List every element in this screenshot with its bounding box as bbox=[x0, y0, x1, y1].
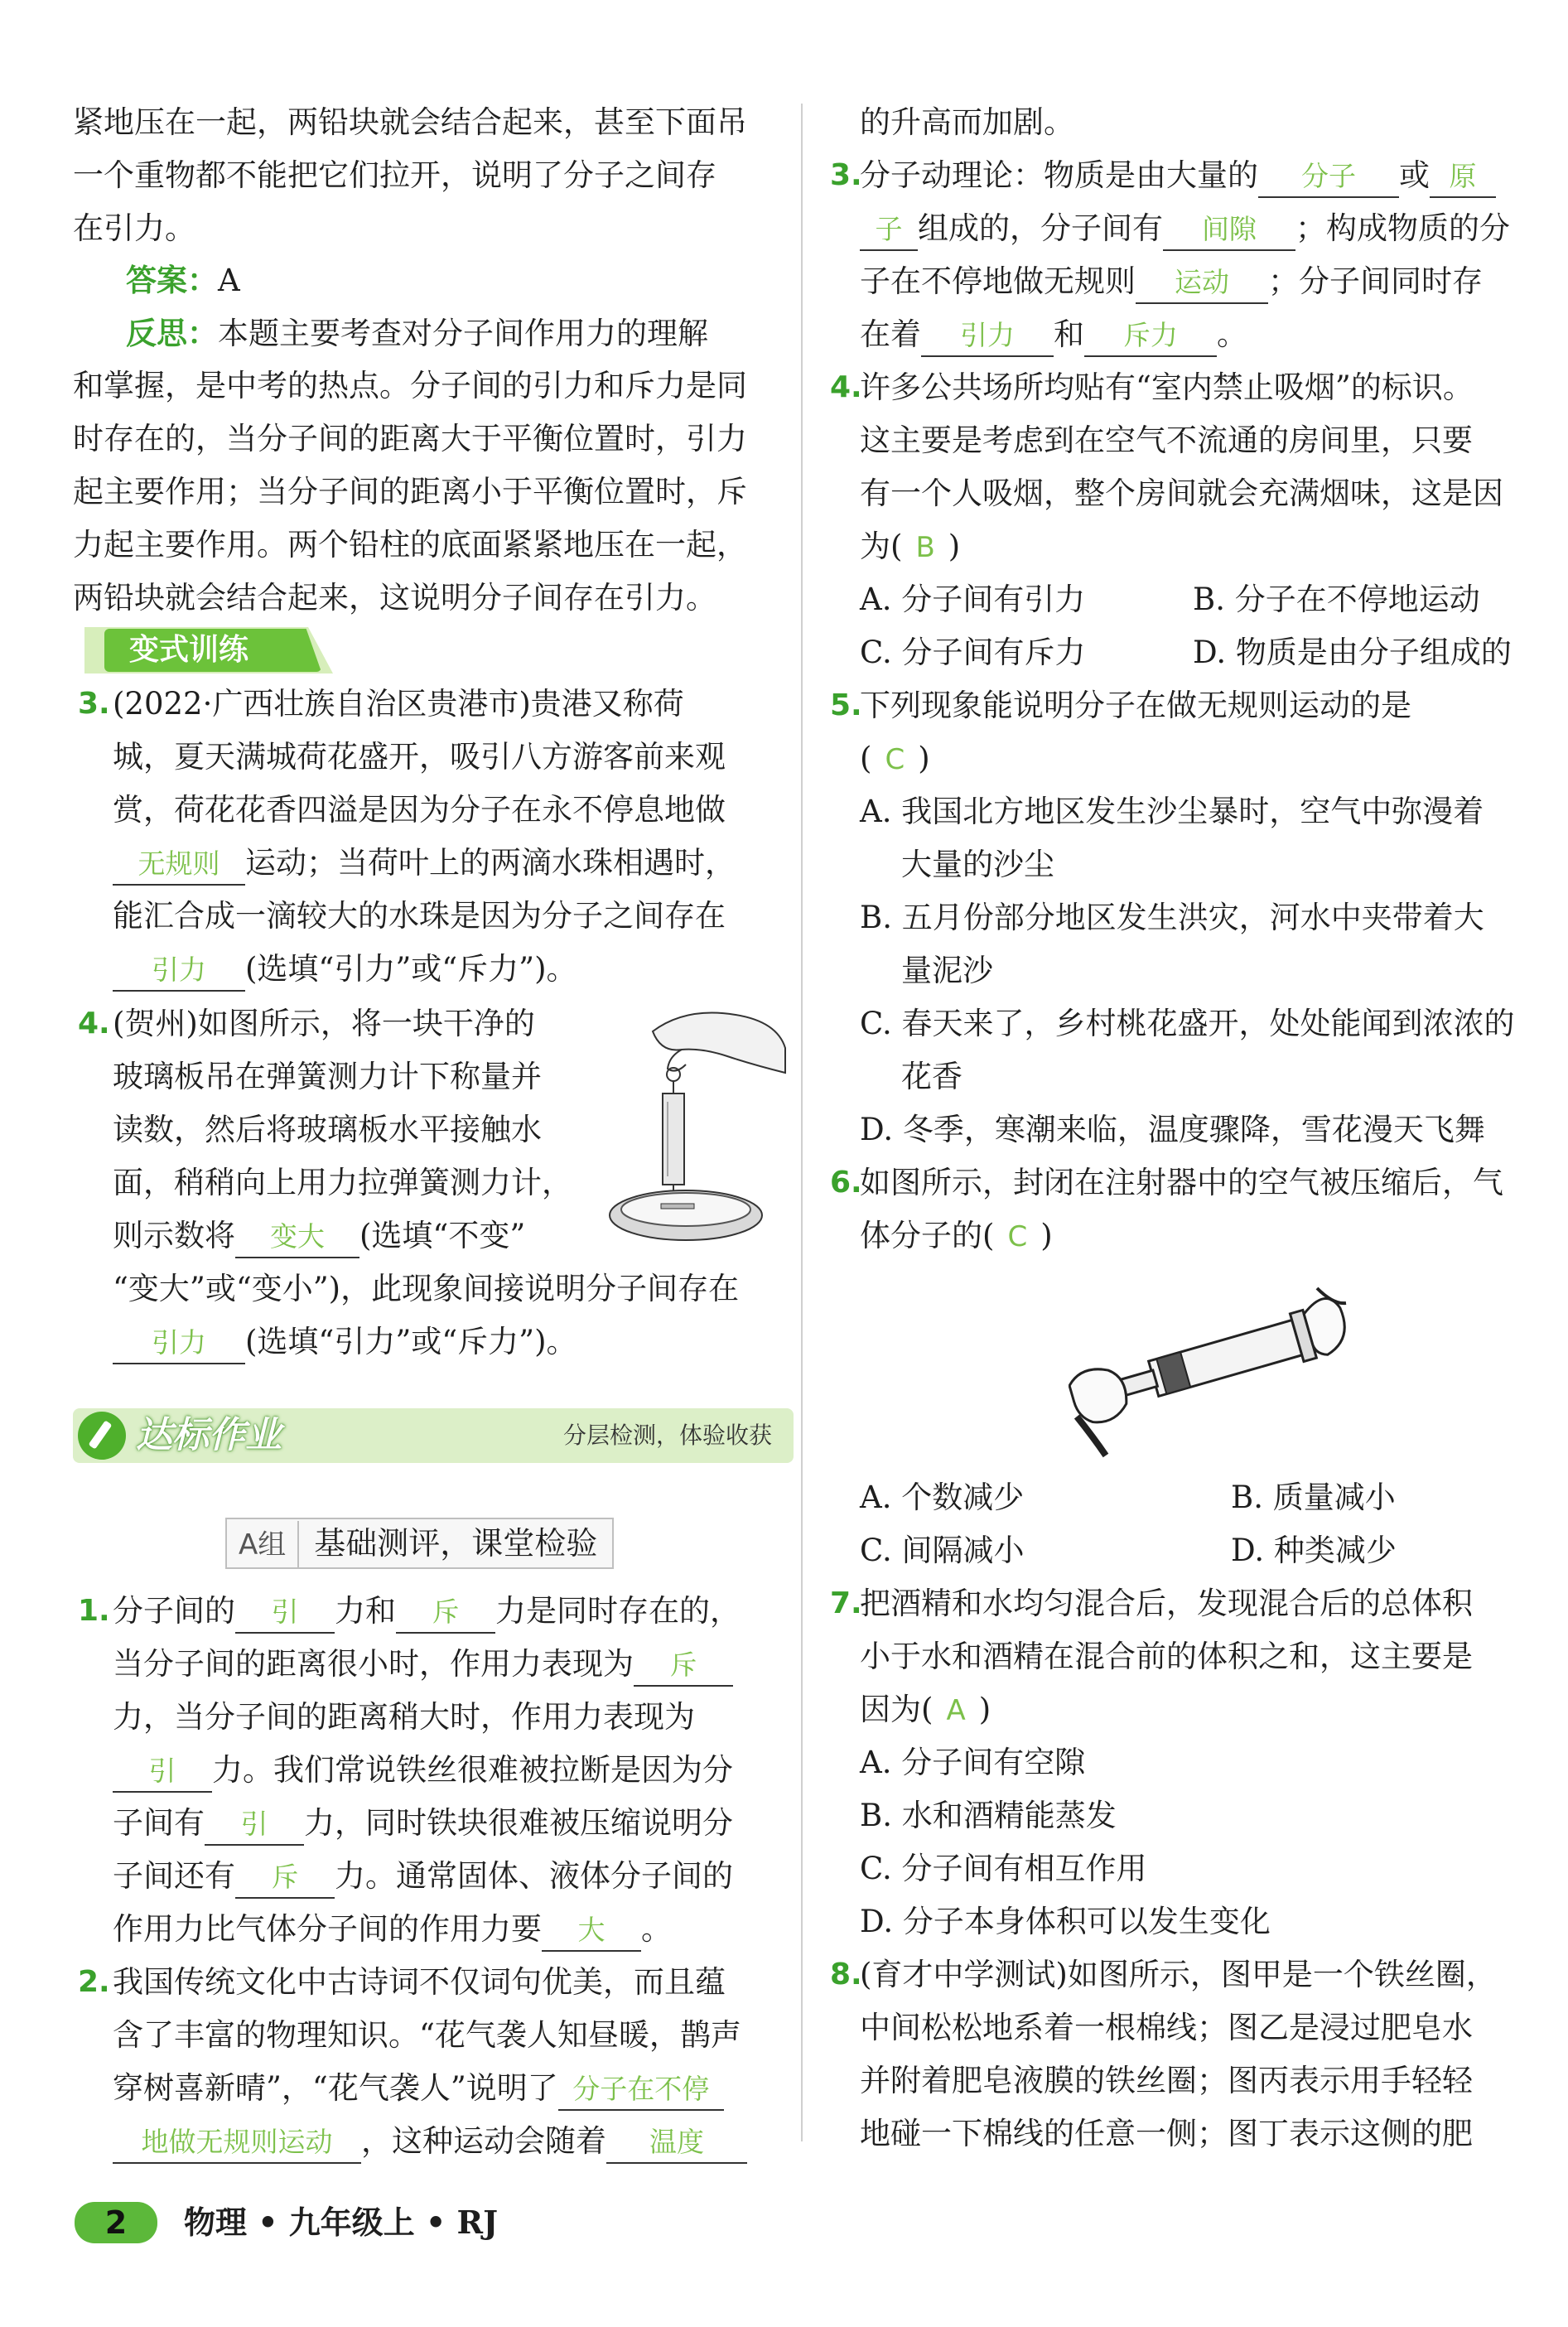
pen-icon bbox=[78, 1412, 126, 1460]
text-line bbox=[113, 2117, 747, 2166]
text-line bbox=[860, 257, 1483, 307]
text-line bbox=[113, 944, 577, 994]
text-fragment: 分子动理论：物质是由大量的 bbox=[860, 157, 1258, 193]
text-line bbox=[113, 1798, 733, 1848]
text-line: 许多公共场所均贴有“室内禁止吸烟”的标识。 bbox=[860, 369, 1474, 405]
answer-blank: 引 bbox=[205, 1804, 304, 1846]
option: B. 质量减小 bbox=[1231, 1480, 1396, 1515]
text-line bbox=[113, 2064, 724, 2113]
text-line: 中间松松地系着一根棉线；图乙是浸过肥皂水 bbox=[860, 2010, 1473, 2045]
answer-blank: 引 bbox=[113, 1751, 212, 1793]
option: A. 分子间有空隙 bbox=[860, 1745, 1086, 1780]
choice-answer: A bbox=[946, 1694, 966, 1727]
text-line bbox=[860, 1685, 991, 1735]
text-fragment: 运动；当荷叶上的两滴水珠相遇时， bbox=[245, 845, 736, 881]
question-number: 3. bbox=[78, 687, 110, 721]
text-fragment: 力。我们常说铁丝很难被拉断是因为分 bbox=[212, 1752, 733, 1788]
text-line: 在引力。 bbox=[73, 210, 195, 246]
answer-blank: 分子 bbox=[1258, 157, 1399, 198]
choice-answer: B bbox=[915, 531, 935, 564]
text-line bbox=[113, 1317, 577, 1367]
answer-blank: 地做无规则运动 bbox=[113, 2122, 361, 2164]
text-line: 读数，然后将玻璃板水平接触水 bbox=[113, 1112, 542, 1147]
text-fragment: 力。通常固体、液体分子间的 bbox=[335, 1858, 733, 1894]
option: A. 分子间有引力 bbox=[860, 582, 1086, 617]
option-continuation: 花香 bbox=[901, 1059, 963, 1094]
answer-label: 答案： bbox=[126, 262, 218, 298]
text-line: 地碰一下棉线的任意一侧；图丁表示这侧的肥 bbox=[860, 2116, 1473, 2151]
question-number: 7. bbox=[830, 1586, 862, 1620]
text-fragment: 子间还有 bbox=[113, 1858, 235, 1894]
text-line bbox=[860, 1211, 1053, 1261]
answer-blank: 温度 bbox=[606, 2122, 747, 2164]
option: C. 分子间有相互作用 bbox=[860, 1851, 1147, 1886]
text-line: 我国传统文化中古诗词不仅词句优美，而且蕴 bbox=[113, 1964, 726, 2000]
answer-blank: 运动 bbox=[1136, 263, 1268, 304]
group-label: A组 bbox=[227, 1521, 299, 1569]
option: A. 个数减少 bbox=[860, 1480, 1025, 1515]
reflect-label: 反思： bbox=[126, 315, 218, 351]
text-line: 力起主要作用。两个铅柱的底面紧紧地压在一起， bbox=[73, 527, 747, 562]
option: D. 种类减少 bbox=[1231, 1533, 1397, 1568]
option: C. 分子间有斥力 bbox=[860, 635, 1086, 670]
text-line: 一个重物都不能把它们拉开，说明了分子之间存 bbox=[73, 157, 716, 193]
option: D. 冬季，寒潮来临，温度骤降，雪花漫天飞舞 bbox=[860, 1112, 1485, 1147]
answer-blank: 间隙 bbox=[1163, 210, 1295, 251]
text-line: 含了丰富的物理知识。“花气袭人知昼暖，鹊声 bbox=[113, 2017, 741, 2053]
text-fragment: 穿树喜新晴”，“花气袭人”说明了 bbox=[113, 2070, 558, 2106]
answer-blank: 引 bbox=[235, 1592, 335, 1634]
text-fragment: 力是同时存在的， bbox=[495, 1593, 741, 1629]
text-line: (贺州)如图所示，将一块干净的 bbox=[113, 1006, 535, 1041]
question-number: 8. bbox=[830, 1958, 862, 1991]
option: D. 物质是由分子组成的 bbox=[1193, 635, 1512, 670]
text-fragment: 在着 bbox=[860, 316, 921, 352]
homework-banner bbox=[73, 1408, 794, 1463]
page-number: 2 bbox=[75, 2202, 157, 2243]
text-fragment: (选填“不变” bbox=[359, 1218, 526, 1253]
text-line: (育才中学测试)如图所示，图甲是一个铁丝圈， bbox=[860, 1957, 1497, 1992]
text-line bbox=[113, 1639, 733, 1689]
banner-title: 达标作业 bbox=[136, 1414, 282, 1456]
text-fragment: 组成的，分子间有 bbox=[918, 210, 1163, 246]
answer-blank: 引力 bbox=[921, 316, 1054, 357]
answer-blank: 变大 bbox=[235, 1217, 359, 1258]
text-fragment: (选填“引力”或“斥力”)。 bbox=[245, 1324, 577, 1359]
text-line: 和掌握，是中考的热点。分子间的引力和斥力是同 bbox=[73, 368, 747, 403]
option: A. 我国北方地区发生沙尘暴时，空气中弥漫着 bbox=[860, 794, 1484, 829]
option: B. 分子在不停地运动 bbox=[1193, 582, 1480, 617]
question-number: 5. bbox=[830, 688, 862, 722]
text-line bbox=[860, 522, 960, 572]
text-fragment: ；分子间同时存 bbox=[1268, 263, 1483, 299]
choice-answer: C bbox=[885, 743, 905, 776]
text-fragment: 则示数将 bbox=[113, 1218, 235, 1253]
group-heading bbox=[225, 1518, 614, 1569]
text-line: 城，夏天满城荷花盛开，吸引八方游客前来观 bbox=[113, 739, 726, 775]
choice-answer: C bbox=[1007, 1220, 1028, 1253]
text-line: 力，当分子间的距离稍大时，作用力表现为 bbox=[113, 1699, 695, 1735]
text-fragment: 。 bbox=[641, 1911, 672, 1947]
banner-title: 变式训练 bbox=[129, 633, 249, 667]
text-fragment: ) bbox=[978, 1692, 991, 1727]
text-line bbox=[113, 1851, 733, 1901]
answer-blank: 引力 bbox=[113, 950, 245, 992]
question-number: 2. bbox=[78, 1965, 110, 1999]
spring-scale-figure bbox=[603, 998, 787, 1247]
text-line bbox=[860, 310, 1247, 360]
question-number: 1. bbox=[78, 1594, 110, 1628]
text-line: 时存在的，当分子间的距离大于平衡位置时，引力 bbox=[73, 421, 747, 456]
reflect-line bbox=[126, 308, 708, 358]
text-fragment: 和 bbox=[1054, 316, 1084, 352]
text-fragment: 子间有 bbox=[113, 1805, 205, 1841]
text-fragment: ) bbox=[948, 529, 961, 564]
text-fragment: ；构成物质的分 bbox=[1295, 210, 1510, 246]
option: C. 间隔减小 bbox=[860, 1533, 1025, 1568]
text-fragment: 为( bbox=[860, 529, 903, 564]
group-title: 基础测评，课堂检验 bbox=[314, 1525, 598, 1562]
text-line: 下列现象能说明分子在做无规则运动的是 bbox=[860, 688, 1411, 723]
option-continuation: 大量的沙尘 bbox=[901, 847, 1054, 882]
answer-line bbox=[126, 255, 240, 305]
text-fragment: 当分子间的距离很小时，作用力表现为 bbox=[113, 1646, 634, 1682]
text-fragment: ) bbox=[918, 741, 930, 776]
variant-training-banner bbox=[84, 627, 333, 673]
text-line bbox=[113, 1745, 733, 1795]
answer-value: A bbox=[218, 263, 240, 298]
answer-blank: 原 bbox=[1430, 157, 1496, 198]
question-number: 4. bbox=[830, 370, 862, 404]
text-line: 小于水和酒精在混合前的体积之和，这主要是 bbox=[860, 1639, 1473, 1674]
text-line: 有一个人吸烟，整个房间就会充满烟味，这是因 bbox=[860, 476, 1503, 511]
text-fragment: 因为( bbox=[860, 1692, 934, 1727]
text-fragment: 子在不停地做无规则 bbox=[860, 263, 1136, 299]
text-fragment: (选填“引力”或“斥力”)。 bbox=[245, 951, 577, 987]
text-line: 赏，荷花花香四溢是因为分子在永不停息地做 bbox=[113, 792, 726, 828]
text-line: 玻璃板吊在弹簧测力计下称量并 bbox=[113, 1059, 542, 1094]
answer-blank: 引力 bbox=[113, 1323, 245, 1364]
text-fragment: ( bbox=[860, 741, 872, 776]
text-line: 两铅块就会结合起来，这说明分子间存在引力。 bbox=[73, 580, 716, 616]
question-number: 3. bbox=[830, 158, 862, 192]
text-line bbox=[113, 1211, 525, 1261]
answer-blank: 斥 bbox=[634, 1645, 733, 1687]
text-line bbox=[860, 151, 1496, 200]
text-line: 面，稍稍向上用力拉弹簧测力计， bbox=[113, 1165, 572, 1200]
text-fragment: 分子间的 bbox=[113, 1593, 235, 1629]
answer-blank: 分子在不停 bbox=[558, 2069, 724, 2111]
text-fragment: 。 bbox=[1217, 316, 1247, 352]
text-fragment: 力和 bbox=[335, 1593, 396, 1629]
answer-blank: 子 bbox=[860, 210, 918, 251]
text-line: 紧地压在一起，两铅块就会结合起来，甚至下面吊 bbox=[73, 104, 747, 140]
question-number: 6. bbox=[830, 1166, 862, 1200]
text-line: 的升高而加剧。 bbox=[860, 104, 1074, 140]
answer-blank: 斥 bbox=[396, 1592, 495, 1634]
text-fragment: 力，同时铁块很难被压缩说明分 bbox=[304, 1805, 733, 1841]
book-subject: 物理 • 九年级上 • RJ bbox=[184, 2204, 499, 2241]
text-line bbox=[860, 734, 930, 784]
text-line: 把酒精和水均匀混合后，发现混合后的总体积 bbox=[860, 1586, 1473, 1621]
text-line: “变大”或“变小”)，此现象间接说明分子间存在 bbox=[113, 1271, 740, 1306]
answer-blank: 斥力 bbox=[1084, 316, 1217, 357]
option: D. 分子本身体积可以发生变化 bbox=[860, 1904, 1271, 1939]
text-line: 起主要作用；当分子间的距离小于平衡位置时，斥 bbox=[73, 474, 747, 509]
text-fragment: 作用力比气体分子间的作用力要 bbox=[113, 1911, 542, 1947]
text-line: 如图所示，封闭在注射器中的空气被压缩后，气 bbox=[860, 1165, 1503, 1200]
text-line bbox=[113, 838, 736, 888]
text-line: 这主要是考虑到在空气不流通的房间里，只要 bbox=[860, 422, 1473, 458]
text-line: 并附着肥皂液膜的铁丝圈；图丙表示用手轻轻 bbox=[860, 2063, 1473, 2098]
syringe-figure bbox=[1069, 1272, 1350, 1458]
text-line bbox=[113, 1586, 741, 1636]
column-divider bbox=[801, 104, 803, 2141]
reflect-text: 本题主要考查对分子间作用力的理解 bbox=[218, 316, 708, 351]
option-continuation: 量泥沙 bbox=[901, 953, 993, 988]
option: C. 春天来了，乡村桃花盛开，处处能闻到浓浓的 bbox=[860, 1006, 1515, 1041]
option: B. 水和酒精能蒸发 bbox=[860, 1798, 1117, 1833]
text-line: 能汇合成一滴较大的水珠是因为分子之间存在 bbox=[113, 898, 726, 934]
answer-blank: 斥 bbox=[235, 1857, 335, 1899]
text-fragment: 体分子的( bbox=[860, 1218, 995, 1253]
text-fragment: ，这种运动会随着 bbox=[361, 2123, 606, 2159]
banner-subtitle: 分层检测，体验收获 bbox=[562, 1422, 772, 1449]
text-line bbox=[113, 1905, 672, 1954]
text-line: (2022·广西壮族自治区贵港市)贵港又称荷 bbox=[113, 686, 684, 722]
text-line bbox=[860, 204, 1510, 253]
text-fragment: ) bbox=[1040, 1218, 1053, 1253]
answer-blank: 大 bbox=[542, 1910, 641, 1952]
question-number: 4. bbox=[78, 1007, 110, 1040]
text-fragment: 或 bbox=[1399, 157, 1430, 193]
option: B. 五月份部分地区发生洪灾，河水中夹带着大 bbox=[860, 900, 1484, 935]
answer-blank: 无规则 bbox=[113, 844, 245, 886]
